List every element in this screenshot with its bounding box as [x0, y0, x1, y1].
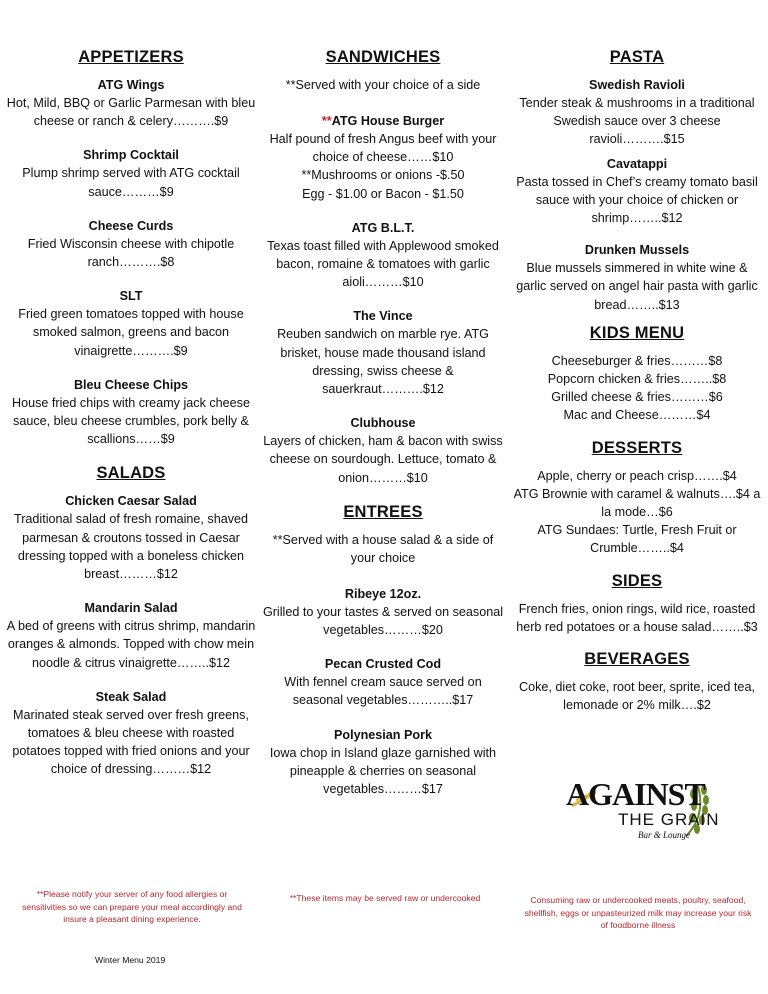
item-desc: Tender steak & mushrooms in a traditional Swedish sauce over 3 cheese ravioli……….$15	[519, 96, 755, 147]
item-name: Drunken Mussels	[584, 243, 690, 258]
list-item: Cheeseburger & fries………$8	[551, 353, 723, 368]
item-desc: Half pound of fresh Angus beef with your choice of cheese……$10	[269, 132, 497, 165]
list-item: ATG Sundaes: Turtle, Fresh Fruit or Crumble……..$4	[537, 523, 737, 556]
item-desc: House fried chips with creamy jack cheese sauce, bleu cheese crumbles, pork belly & scallions……$9	[12, 395, 250, 447]
sides-text: French fries, onion rings, wild rice, roasted herb red potatoes or a house salad……..$3	[516, 601, 758, 634]
kids-list	[510, 352, 764, 425]
sides-title: SIDES	[611, 571, 663, 590]
item-desc: Texas toast filled with Applewood smoked bacon, romaine & tomatoes with garlic aioli………$10	[267, 238, 499, 290]
raw-marker: **	[321, 114, 332, 128]
item-name: Swedish Ravioli	[589, 78, 685, 92]
item-name: ATG Wings	[97, 78, 165, 92]
list-item: Popcorn chicken & fries……..$8	[547, 372, 727, 387]
menu-item	[5, 287, 257, 360]
item-desc: Fried Wisconsin cheese with chipotle ranch……….$8	[27, 236, 235, 270]
item-desc: Traditional salad of fresh romaine, shaved parmesan & croutons tossed in Caesar dressing topped with a boneless chicken breast………$12	[13, 512, 249, 582]
allergy-notice: **Please notify your server of any food allergies or sensitivities so we can prepare your meal accordingly and insure a pleasant dining experience.	[22, 889, 242, 925]
entrees-title: ENTREES	[343, 502, 423, 521]
item-name: Shrimp Cocktail	[83, 148, 179, 163]
menu-item	[262, 655, 504, 709]
item-name: Chicken Caesar Salad	[65, 494, 197, 509]
menu-item	[510, 155, 764, 228]
column-middle	[262, 40, 504, 814]
item-name: Cheese Curds	[88, 218, 174, 233]
item-name: Pecan Crusted Cod	[324, 657, 442, 672]
item-name: The Vince	[353, 309, 413, 324]
column-right	[510, 40, 764, 714]
item-desc: Marinated steak served over fresh greens, tomatoes & bleu cheese with roasted potatoes topped with fried onions and your choice of dressing………$12	[12, 707, 250, 777]
item-name: ATG B.L.T.	[351, 220, 415, 235]
item-desc: Pasta tossed in Chef’s creamy tomato basil sauce with your choice of chicken or shrimp……..$12	[516, 174, 758, 226]
list-item: Mac and Cheese………$4	[563, 408, 711, 423]
desserts-title: DESSERTS	[591, 438, 683, 457]
raw-notice: **These items may be served raw or undercooked	[289, 893, 481, 903]
list-item: Apple, cherry or peach crisp…….$4	[537, 468, 737, 483]
sandwiches-note: **Served with your choice of a side	[285, 78, 481, 92]
item-name: Mandarin Salad	[84, 601, 178, 616]
salads-title: SALADS	[96, 464, 166, 483]
pasta-title: PASTA	[609, 48, 665, 66]
item-name: Polynesian Pork	[334, 727, 432, 742]
menu-item	[5, 492, 257, 583]
item-desc-extra: **Mushrooms or onions -$.50	[301, 168, 465, 183]
menu-item	[510, 241, 764, 314]
burger-name: ATG House Burger	[331, 114, 445, 128]
desserts-list	[510, 467, 764, 558]
consumer-advisory: Consuming raw or undercooked meats, poultry, seafood, shellfish, eggs or unpasteurized milk may increase your risk of foodborne illness	[524, 895, 752, 931]
logo-subtext: THE GRAIN	[618, 810, 720, 829]
column-left	[5, 40, 257, 795]
menu-item	[262, 414, 504, 487]
kids-menu-title: KIDS MENU	[589, 323, 685, 342]
item-name: SLT	[119, 289, 143, 304]
logo-text: AGAINST	[566, 776, 705, 812]
menu-item	[5, 217, 257, 271]
menu-item	[262, 726, 504, 799]
item-desc: Hot, Mild, BBQ or Garlic Parmesan with bleu cheese or ranch & celery……….$9	[6, 96, 256, 129]
item-desc: A bed of greens with citrus shrimp, mandarin oranges & almonds. Topped with chow mein noodle & citrus vinaigrette……..$12	[6, 619, 256, 670]
item-desc: Reuben sandwich on marble rye. ATG brisket, house made thousand island dressing, swiss cheese & sauerkraut……….$12	[277, 327, 489, 397]
menu-item	[262, 307, 504, 398]
menu-item	[5, 146, 257, 200]
beverages-title: BEVERAGES	[584, 650, 690, 669]
appetizers-title: APPETIZERS	[78, 48, 184, 66]
menu-item	[5, 376, 257, 449]
item-name	[262, 112, 504, 130]
item-name: Steak Salad	[95, 689, 167, 704]
item-name: Cavatappi	[606, 156, 668, 171]
list-item: ATG Brownie with caramel & walnuts….$4 a la mode…$6	[513, 486, 761, 520]
item-desc: Iowa chop in Island glaze garnished with pineapple & cherries on seasonal vegetables………$17	[269, 745, 497, 797]
beverages-text: Coke, diet coke, root beer, sprite, iced tea, lemonade or 2% milk….$2	[519, 680, 755, 713]
item-desc: Fried green tomatoes topped with house smoked salmon, greens and bacon vinaigrette……….$9	[18, 307, 244, 358]
item-desc: Grilled to your tastes & served on seasonal vegetables………$20	[262, 604, 504, 638]
logo-script: Bar & Lounge	[638, 830, 691, 840]
brand-logo	[566, 776, 726, 856]
item-name: Clubhouse	[350, 416, 416, 431]
menu-item	[262, 219, 504, 292]
item-desc: Blue mussels simmered in white wine & garlic served on angel hair pasta with garlic bread……..$13	[516, 261, 758, 312]
menu-item	[5, 76, 257, 130]
menu-season: Winter Menu 2019	[95, 955, 166, 965]
menu-item	[510, 76, 764, 149]
item-name: Bleu Cheese Chips	[73, 377, 189, 392]
item-desc: With fennel cream sauce served on seasonal vegetables………..$17	[284, 675, 482, 708]
sandwiches-title: SANDWICHES	[325, 48, 441, 66]
menu-item	[5, 599, 257, 672]
item-desc-extra: Egg - $1.00 or Bacon - $1.50	[302, 186, 464, 201]
list-item: Grilled cheese & fries………$6	[551, 390, 723, 405]
menu-item	[262, 585, 504, 639]
entrees-note: **Served with a house salad & a side of your choice	[272, 532, 494, 565]
item-desc: Layers of chicken, ham & bacon with swiss cheese on sourdough. Lettuce, tomato & onion………$10	[263, 434, 503, 485]
item-desc: Plump shrimp served with ATG cocktail sauce………$9	[22, 166, 240, 199]
item-name: Ribeye 12oz.	[344, 586, 422, 601]
menu-item	[262, 112, 504, 203]
menu-item	[5, 688, 257, 779]
